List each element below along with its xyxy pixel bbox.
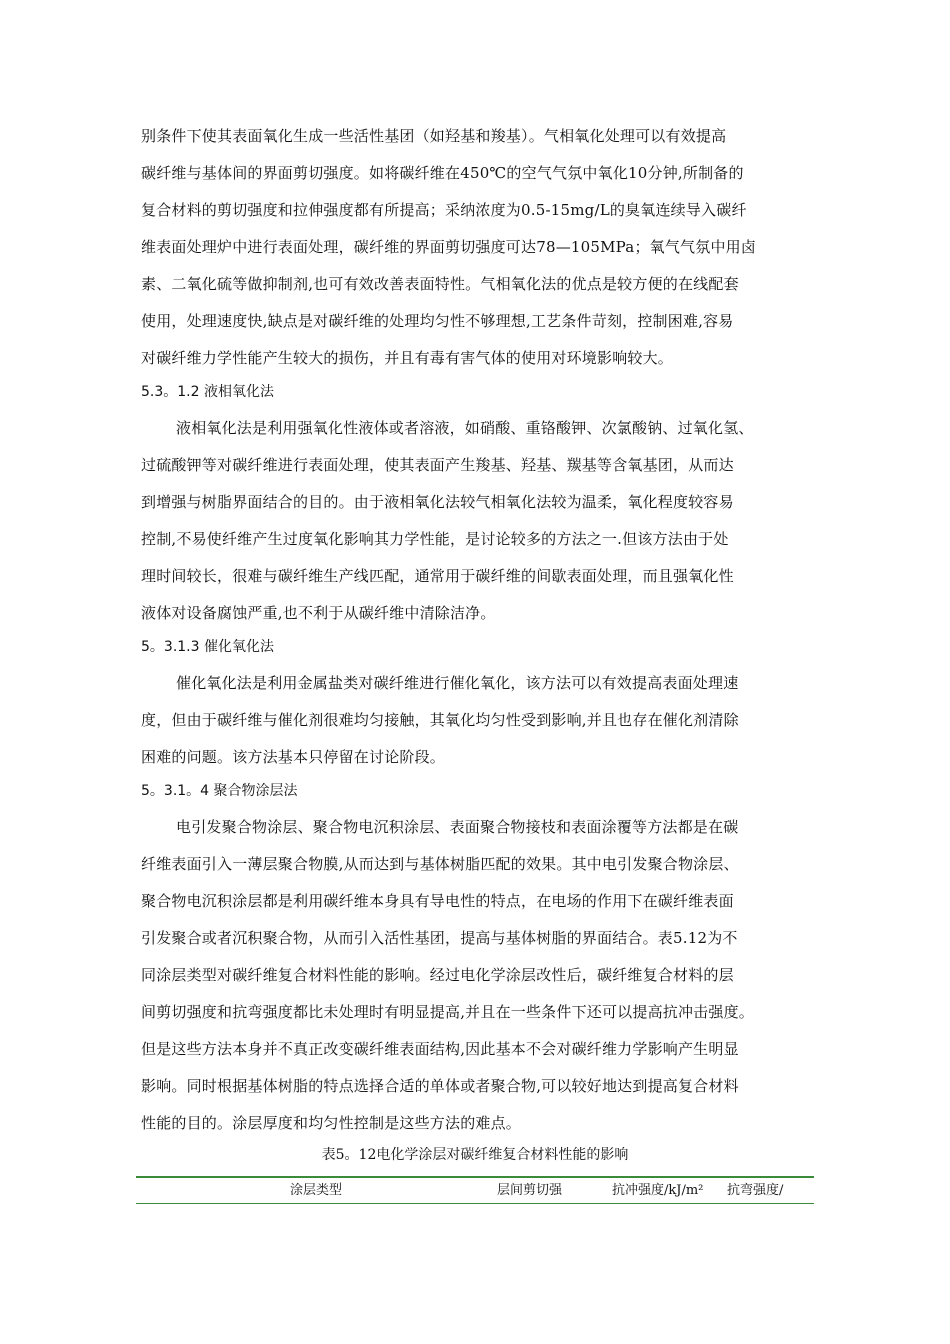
section-heading: 5。3.1.3 催化氧化法 — [141, 639, 274, 655]
table-header-cell: 抗冲强度/kJ/m² — [612, 1183, 704, 1198]
paragraph-line: 困难的问题。该方法基本只停留在讨论阶段。 — [141, 748, 446, 766]
paragraph-line: 纤维表面引入一薄层聚合物膜,从而达到与基体树脂匹配的效果。其中电引发聚合物涂层、 — [141, 855, 739, 873]
table-header-cell: 涂层类型 — [290, 1183, 343, 1198]
paragraph-line: 同涂层类型对碳纤维复合材料性能的影响。经过电化学涂层改性后，碳纤维复合材料的层 — [141, 966, 734, 984]
paragraph-line: 维表面处理炉中进行表面处理，碳纤维的界面剪切强度可达78—105MPa；氧气气氛中用卤 — [141, 238, 757, 256]
paragraph-line: 别条件下使其表面氧化生成一些活性基团（如羟基和羧基）。气相氧化处理可以有效提高 — [141, 127, 727, 145]
paragraph-line: 对碳纤维力学性能产生较大的损伤，并且有毒有害气体的使用对环境影响较大。 — [141, 349, 674, 367]
paragraph-line: 复合材料的剪切强度和拉伸强度都有所提高；采纳浓度为0.5-15mg/L的臭氧连续导入碳纤 — [141, 201, 747, 219]
paragraph-line: 引发聚合或者沉积聚合物，从而引入活性基团，提高与基体树脂的界面结合。表5.12为不 — [141, 929, 738, 947]
paragraph-line: 使用，处理速度快,缺点是对碳纤维的处理均匀性不够理想,工艺条件苛刻，控制困难,容易 — [141, 312, 734, 330]
paragraph-line: 性能的目的。涂层厚度和均匀性控制是这些方法的难点。 — [141, 1114, 522, 1132]
paragraph-line: 聚合物电沉积涂层都是利用碳纤维本身具有导电性的特点，在电场的作用下在碳纤维表面 — [141, 892, 734, 910]
paragraph-line: 液体对设备腐蚀严重,也不利于从碳纤维中清除洁净。 — [141, 604, 496, 622]
section-heading: 5.3。1.2 液相氧化法 — [141, 384, 274, 400]
paragraph-line: 过硫酸钾等对碳纤维进行表面处理，使其表面产生羧基、羟基、羰基等含氧基团，从而达 — [141, 456, 734, 474]
paragraph-line: 碳纤维与基体间的界面剪切强度。如将碳纤维在450℃的空气气氛中氧化10分钟,所制备的 — [141, 164, 744, 182]
paragraph-line: 素、二氧化硫等做抑制剂,也可有效改善表面特性。气相氧化法的优点是较方便的在线配套 — [141, 275, 739, 293]
paragraph-line: 催化氧化法是利用金属盐类对碳纤维进行催化氧化，该方法可以有效提高表面处理速 — [176, 674, 739, 692]
paragraph-line: 到增强与树脂界面结合的目的。由于液相氧化法较气相氧化法较为温柔，氧化程度较容易 — [141, 493, 734, 511]
paragraph-line: 度，但由于碳纤维与催化剂很难均匀接触，其氧化均匀性受到影响,并且也存在催化剂清除 — [141, 711, 739, 729]
table-header-cell: 层间剪切强 — [497, 1183, 563, 1198]
paragraph-line: 但是这些方法本身并不真正改变碳纤维表面结构,因此基本不会对碳纤维力学影响产生明显 — [141, 1040, 739, 1058]
table-header-cell: 抗弯强度/ — [727, 1183, 784, 1198]
paragraph-line: 间剪切强度和抗弯强度都比未处理时有明显提高,并且在一些条件下还可以提高抗冲击强度。 — [141, 1003, 754, 1021]
section-heading: 5。3.1。4 聚合物涂层法 — [141, 783, 298, 799]
paragraph-line: 理时间较长，很难与碳纤维生产线匹配，通常用于碳纤维的间歇表面处理，而且强氧化性 — [141, 567, 734, 585]
paragraph-line: 电引发聚合物涂层、聚合物电沉积涂层、表面聚合物接枝和表面涂覆等方法都是在碳 — [176, 818, 739, 836]
table-header-rule — [136, 1203, 814, 1204]
table-caption: 表5。12电化学涂层对碳纤维复合材料性能的影响 — [321, 1147, 629, 1163]
paragraph-line: 液相氧化法是利用强氧化性液体或者溶液，如硝酸、重铬酸钾、次氯酸钠、过氧化氢、 — [176, 419, 754, 437]
paragraph-line: 控制,不易使纤维产生过度氧化影响其力学性能，是讨论较多的方法之一.但该方法由于处 — [141, 530, 729, 548]
paragraph-line: 影响。同时根据基体树脂的特点选择合适的单体或者聚合物,可以较好地达到提高复合材料 — [141, 1077, 739, 1095]
table-top-rule — [136, 1176, 814, 1178]
